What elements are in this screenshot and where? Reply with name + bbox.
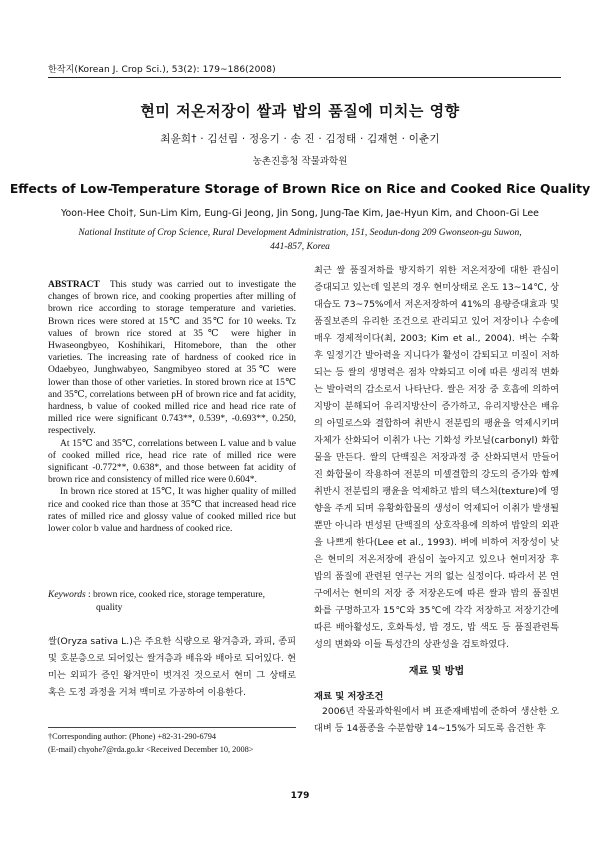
keywords-list: : brown rice, cooked rice, storage temperature, — [88, 590, 266, 600]
intro-right-column — [314, 262, 559, 653]
footnote-line-1: †Corresponding author: (Phone) +82-31-290-6794 — [48, 732, 217, 741]
abstract — [48, 279, 296, 535]
methods-column — [314, 703, 559, 737]
abstract-paragraph-3: In brown rice stored at 15℃, It was higher quality of milled rice and cooked rice than those at 35℃ that increased head rice rates of milled rice and glossy value of cooked milled rice but lower color b value and hardness of cooked rice. — [48, 487, 296, 535]
title-english: Effects of Low-Temperature Storage of Brown Rice on Rice and Cooked Rice Quality — [9, 181, 591, 196]
abstract-paragraph-2: At 15℃ and 35℃, correlations between L value and b value of cooked milled rice, head rice rate of milled rice were significant -0.772**, 0.638*, and those between fat acidity of brown rice and consistency of milled rice were 0.604*. — [48, 438, 296, 486]
abstract-text-1: This study was carried out to investigate the changes of brown rice, and cooking properties after milling of brown rice according to storage temperature and varieties. Brown rices were stored at 15℃ and 35℃ for 10 weeks. Tz values of brown rice stored at 35℃ were higher in Hwaseongbyeo, Koshihikari, Hitomebore, than the other varieties. The increasing rate of hardness of cooked rice in Odaebyeo, Junghwabyeo, Sangmibyeo stored at 35℃ were lower than those of other varieties. In stored brown rice at 15℃ and 35℃, correlations between pH of brown rice and fat acidity, hardness, b value of cooked milled rice and head rice rate of milled rice were significant 0.743**, 0.539*, -0.693**, 0.250, respectively. — [48, 280, 297, 437]
header-rule — [48, 77, 561, 78]
footnote-rule — [48, 727, 296, 728]
journal-citation: 한작지(Korean J. Crop Sci.), 53(2): 179~186(2008) — [48, 65, 276, 75]
methods-text: 2006년 작물과학원에서 벼 표준재배법에 준하여 생산한 오대벼 등 14품종을 수분함량 14~15%가 되도록 음건한 후 — [314, 706, 559, 734]
subsection-heading: 재료 및 저장조건 — [314, 691, 384, 702]
footnote — [48, 731, 300, 756]
intro-left-column — [48, 633, 296, 701]
title-korean: 현미 저온저장이 쌀과 밥의 품질에 미치는 영향 — [140, 102, 460, 120]
intro-left-text: 쌀(Oryza sativa L.)은 주요한 식량으로 왕겨층과, 과피, 종피 및 호분층으로 되어있는 쌀겨층과 배유와 배아로 되어있다. 현미는 외피가 증인 왕겨만이 벗겨진 것으로서 현미 그 상태로 혹은 도정 과정을 거쳐 백미로 가공하여 이용한다. — [48, 636, 296, 698]
authors-english: Yoon-Hee Choi†, Sun-Lim Kim, Eung-Gi Jeong, Jin Song, Jung-Tae Kim, Jae-Hyun Kim, and Choon-Gi Lee — [61, 208, 539, 219]
keywords-line-1 — [48, 589, 296, 602]
abstract-label: ABSTRACT — [48, 280, 100, 290]
authors-korean: 최윤희† · 김선림 · 정응기 · 송 진 · 김정태 · 김재현 · 이춘기 — [160, 133, 440, 145]
affiliation-english: National Institute of Crop Science, Rural Development Administration, 151, Seodun-dong 209 Gwonseon-gu Suwon, 441-857, Korea — [78, 228, 522, 252]
section-heading: 재료 및 방법 — [408, 666, 465, 677]
page-number: 179 — [290, 791, 310, 801]
abstract-paragraph-1 — [48, 279, 296, 438]
intro-right-text: 최근 쌀 품질저하를 방지하기 위한 저온저장에 대한 관심이 증대되고 있는데 일본의 경우 현미상태로 온도 13~14℃, 상대습도 73~75%에서 저온저장하여 41%의 용량증대효과 및 품질보존의 유리한 조건으로 관리되고 있어 저장이나 수송에 매우 경제적이다(최, 2003; Kim et al., 2004). 벼는 수확 후 일정기간 발아력을 지니다가 활성이 감퇴되고 미질이 저하되는 등 쌀의 생명력은 점차 약화되고 이에 따른 생리적 변화는 발아력의 감소로서 나타난다. 쌀은 저장 중 호흡에 의하여 지방이 분해되어 유리지방산이 증가하고, 유리지방산은 배유의 아밀로스와 결합하여 취반시 전분립의 팽윤을 억제시키며 자체가 산화되어 이취가 나는 기화성 카보닐(carbonyl) 화합물을 만든다. 쌀의 단백질은 저장과정 중 산화되면서 만들어진 화합물이 작용하여 전분의 미셀결합의 강도의 증가와 함께 취반시 전분립의 팽윤을 억제하고 밥의 텍스처(texture)에 영향을 주게 되며 유황화합물의 생성이 억제되어 이취가 발생될 뿐만 아니라 변성된 단백질의 상호작용에 의하여 밥알의 외관을 나쁘게 한다(Lee et al., 1993). 벼에 비하여 저장성이 낮은 현미의 저온저장에 관심이 높아지고 있으나 현미저장 후 밥의 품질에 관련된 연구는 거의 없는 실정이다. 따라서 본 연구에서는 현미의 저장 중 저장온도에 따른 쌀과 밥의 품질변화를 구명하고자 15℃와 35℃에 각각 저장하고 저장기간에 따른 배아활성도, 호화특성, 밥 경도, 밥 색도 등 품질관련특성의 변화와 이들 특성간의 상관성을 검토하였다. — [314, 265, 559, 650]
keywords-label: Keywords — [48, 590, 86, 600]
keywords — [48, 589, 296, 614]
footnote-line-2: (E-mail) chyohe7@rda.go.kr <Received December 10, 2008> — [48, 744, 254, 754]
affiliation-korean: 농촌진흥청 작물과학원 — [252, 156, 348, 167]
keywords-line-2: quality — [96, 602, 123, 613]
